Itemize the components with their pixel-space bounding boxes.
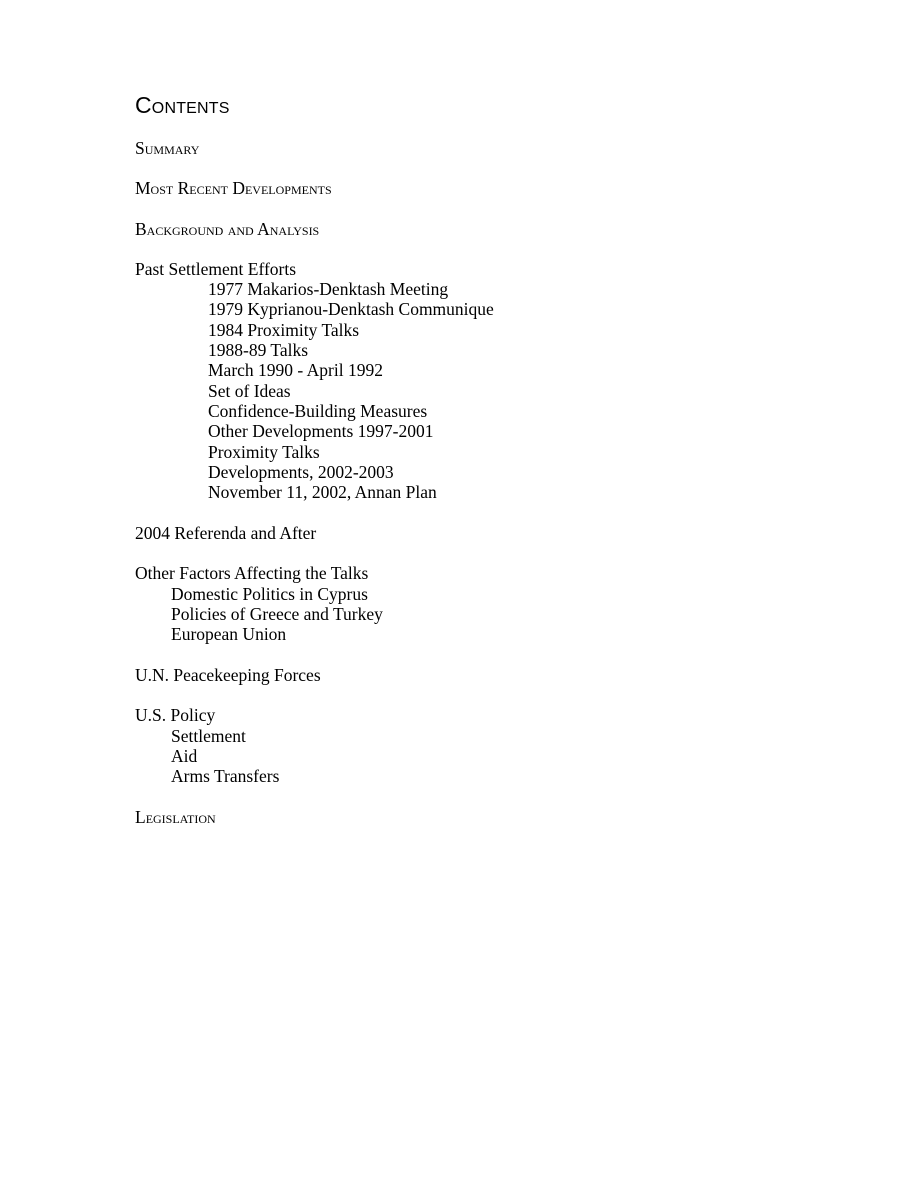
toc-section-other-factors — [135, 563, 835, 644]
toc-entry-past-settlement-efforts[interactable]: Past Settlement Efforts — [135, 258, 297, 279]
toc-entry-legislation[interactable]: Legislation — [135, 806, 216, 827]
toc-subentry[interactable]: November 11, 2002, Annan Plan — [208, 482, 437, 503]
toc-subentry[interactable]: European Union — [171, 624, 287, 645]
toc-subentry[interactable]: 1988-89 Talks — [208, 340, 309, 361]
toc-section-past-settlement-efforts — [135, 259, 835, 503]
toc-subentry[interactable]: Confidence-Building Measures — [208, 400, 428, 421]
toc-section-us-policy — [135, 705, 835, 786]
toc-subentry[interactable]: 1984 Proximity Talks — [208, 319, 360, 340]
toc-subentry[interactable]: 1979 Kyprianou-Denktash Communique — [208, 299, 494, 320]
toc-entry-us-policy[interactable]: U.S. Policy — [135, 705, 216, 726]
toc-subentry[interactable]: Domestic Politics in Cyprus — [171, 583, 368, 604]
toc-subentry[interactable]: Aid — [171, 746, 198, 767]
table-of-contents — [135, 89, 835, 827]
toc-entry-2004-referenda[interactable]: 2004 Referenda and After — [135, 522, 317, 543]
toc-subentry[interactable]: Policies of Greece and Turkey — [171, 603, 383, 624]
toc-subentry[interactable]: Settlement — [171, 725, 246, 746]
toc-subentry[interactable]: 1977 Makarios-Denktash Meeting — [208, 279, 449, 300]
contents-heading: Contents — [135, 92, 230, 118]
toc-entry-most-recent-developments[interactable]: Most Recent Developments — [135, 178, 332, 199]
toc-entry-summary[interactable]: Summary — [135, 138, 200, 158]
toc-subentry[interactable]: Set of Ideas — [208, 380, 291, 401]
toc-entry-other-factors[interactable]: Other Factors Affecting the Talks — [135, 563, 369, 584]
toc-subentry[interactable]: Arms Transfers — [171, 766, 280, 787]
toc-entry-background-and-analysis[interactable]: Background and Analysis — [135, 218, 320, 239]
toc-subentry[interactable]: Developments, 2002-2003 — [208, 461, 394, 482]
toc-subentry[interactable]: March 1990 - April 1992 — [208, 360, 383, 381]
toc-subentry[interactable]: Proximity Talks — [208, 441, 320, 462]
toc-subentry[interactable]: Other Developments 1997-2001 — [208, 421, 434, 442]
toc-entry-un-peacekeeping-forces[interactable]: U.N. Peacekeeping Forces — [135, 664, 321, 685]
